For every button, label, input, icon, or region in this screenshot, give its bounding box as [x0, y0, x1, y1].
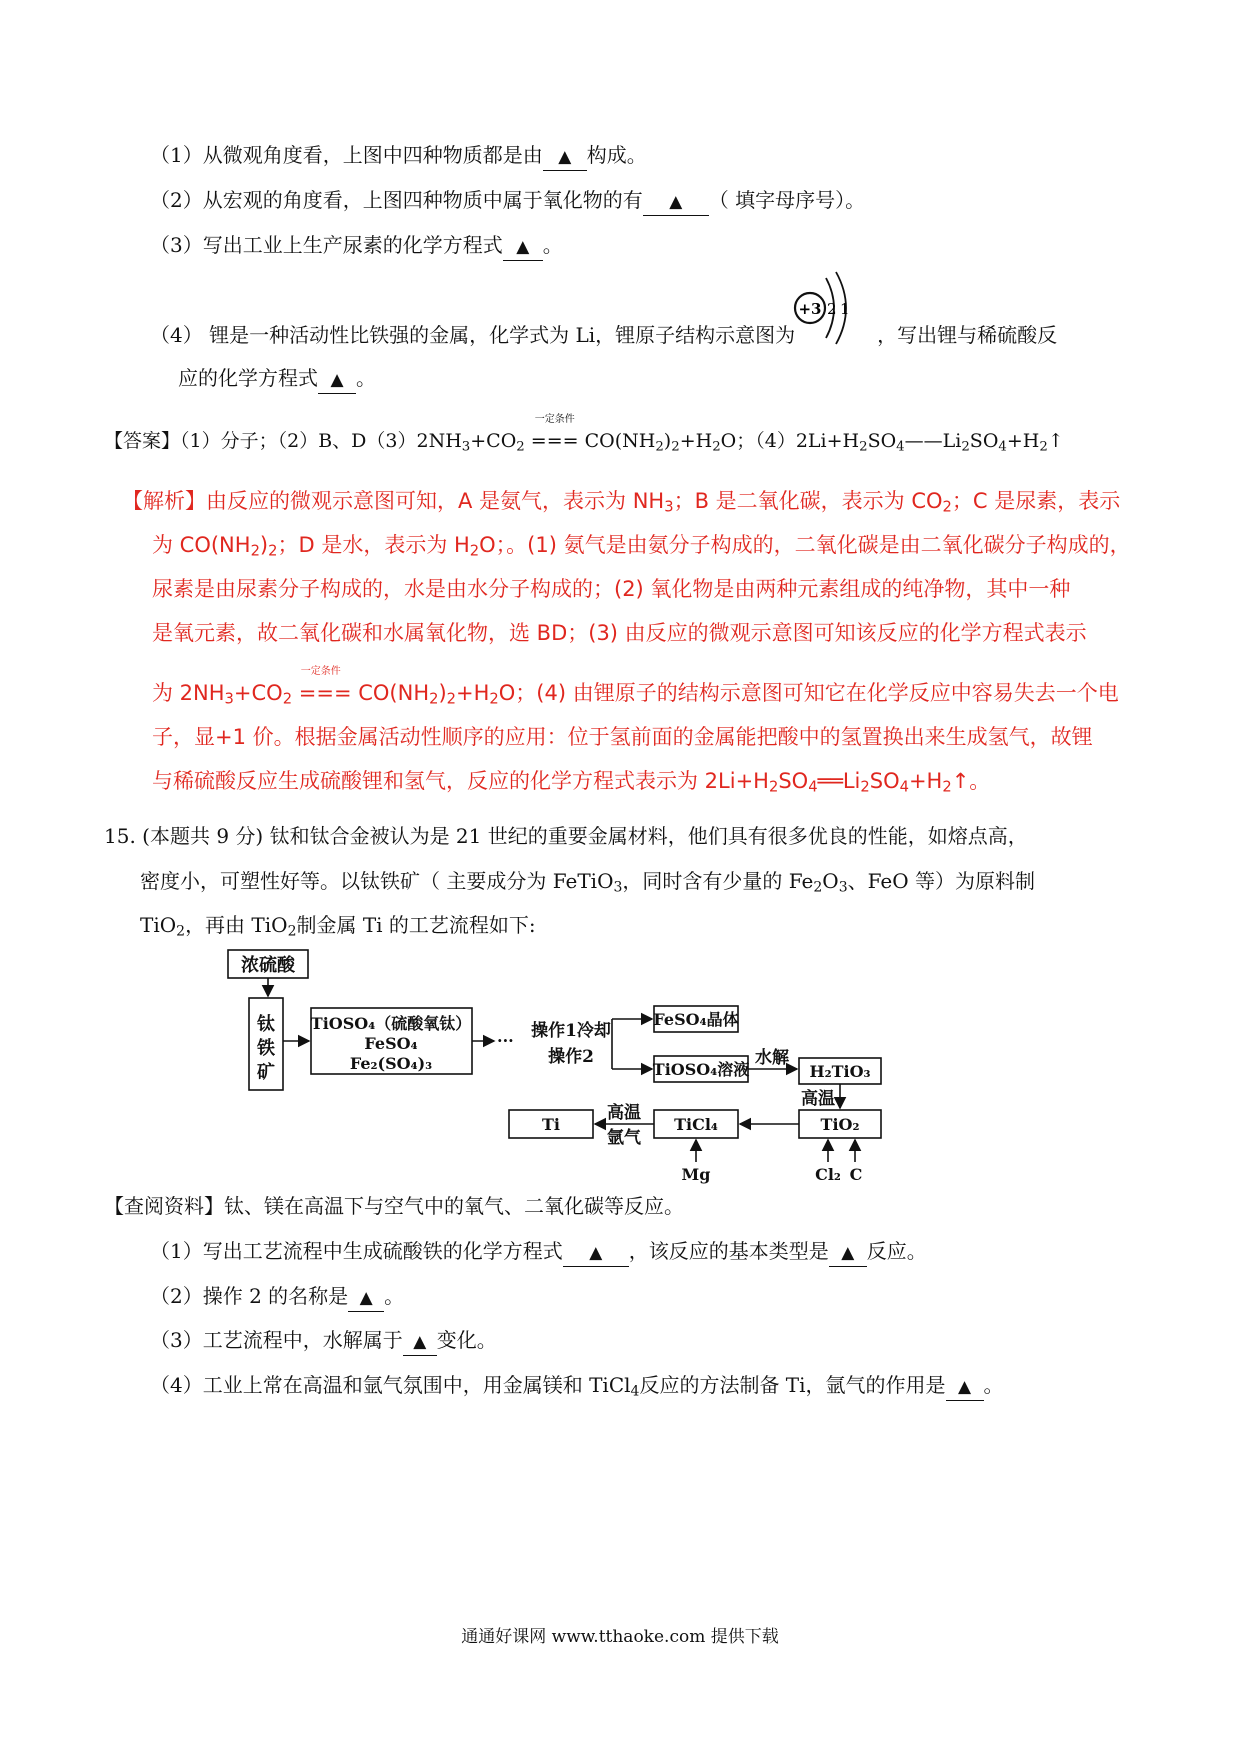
flow-hightemp-1: 高温 [801, 1089, 835, 1109]
flow-acid: 浓硫酸 [241, 955, 295, 976]
flow-hightemp-2: 高温 [607, 1103, 641, 1123]
flow-mg: Mg [681, 1165, 711, 1184]
q15-part2: （2）操作 2 的名称是 ▲ 。 [150, 1283, 404, 1312]
flow-op2: 操作2 [548, 1047, 594, 1067]
analysis-line-7: 与稀硫酸反应生成硫酸锂和氢气，反应的化学方程式表示为 $2Li+H_2SO_4══Li_2SO_4+H_2↑$。 [152, 769, 991, 796]
page-footer: 通通好课网 www.tthaoke.com 提供下载 [461, 1627, 779, 1647]
analysis-line-3: 尿素是由尿素分子构成的，水是由水分子构成的；(2) 氧化物是由两种元素组成的纯净物，其中一种 [152, 577, 1071, 601]
q15-intro-2: 密度小，可塑性好等。以钛铁矿（ 主要成分为 FeTiO$_3$，同时含有少量的 $Fe_2O_3$、FeO 等）为原料制 [140, 869, 1035, 896]
analysis-line-6: 子，显+1 价。根据金属活动性顺序的应用：位于氢前面的金属能把酸中的氢置换出来生成氢气，故锂 [152, 725, 1093, 749]
q15-intro-3: TiO$_2$，再由 TiO$_2$制金属 Ti 的工艺流程如下: [140, 913, 536, 940]
answer-blank[interactable]: ▲ [563, 1240, 629, 1267]
nucleus-charge: +3 [798, 300, 822, 318]
flow-ore-1: 钛 [257, 1014, 275, 1035]
answer-line: 【答案】（1）分子；（2）B、$D(3)2NH_3+CO_2$ 一定条件 === $CO(NH_2)_2+H_2O$；$(4)2Li+H_2SO_4——Li_2SO_4+H_2↑$ [104, 414, 1064, 455]
q14-part2: （2）从宏观的角度看，上图四种物质中属于氧化物的有 ▲ （ 填字母序号）。 [150, 187, 865, 216]
answer-blank[interactable]: ▲ [318, 367, 356, 394]
q15-part3: （3）工艺流程中，水解属于 ▲ 变化。 [150, 1327, 497, 1356]
answer-blank[interactable]: ▲ [503, 234, 543, 261]
flow-argon: 氩气 [607, 1128, 641, 1148]
flow-dots: ··· [497, 1031, 514, 1050]
reaction-condition: 一定条件 [534, 414, 575, 425]
q14-part3: （3）写出工业上生产尿素的化学方程式 ▲ 。 [150, 232, 563, 261]
shell-1-electrons: 2 [827, 300, 837, 318]
flow-solution: TiOSO₄溶液 [652, 1060, 750, 1079]
flow-hydrolysis: 水解 [755, 1048, 789, 1068]
answer-blank[interactable]: ▲ [403, 1329, 437, 1356]
flow-crystal: FeSO₄晶体 [653, 1010, 739, 1029]
research-note: 【查阅资料】钛、镁在高温下与空气中的氧气、二氧化碳等反应。 [104, 1194, 684, 1218]
flow-ticl4: TiCl₄ [674, 1115, 718, 1134]
flow-h2tio3: H₂TiO₃ [809, 1062, 871, 1081]
flow-mix-1: TiOSO₄（硫酸氧钛） [310, 1014, 472, 1033]
answer-blank[interactable]: ▲ [348, 1285, 384, 1312]
shell-2-electrons: 1 [840, 300, 850, 318]
q14-part1: （1）从微观角度看，上图中四种物质都是由 ▲ 构成。 [150, 142, 647, 171]
analysis-line-2: 为 $CO(NH_2)_2$；D 是水，表示为 $H_2O$；。(1) 氨气是由氨分子构成的，二氧化碳是由二氧化碳分子构成的， [152, 533, 1131, 560]
flow-ore-3: 矿 [257, 1062, 275, 1083]
analysis-line-5: 为 $2NH_3+CO_2$ 一定条件 === $CO(NH_2)_2+H_2O$；(4) 由锂原子的结构示意图可知它在化学反应中容易失去一个电 [152, 666, 1119, 708]
analysis-line-4: 是氧元素，故二氧化碳和水属氧化物，选 BD；(3) 由反应的微观示意图可知该反应的化学方程式表示 [152, 621, 1087, 645]
analysis-line-1: 【解析】由反应的微观示意图可知，A 是氨气，表示为 $NH_3$；B 是二氧化碳，表示为 $CO_2$；C 是尿素，表示 [122, 489, 1121, 516]
q15-part4: （4）工业上常在高温和氩气氛围中，用金属镁和 TiCl$_4$反应的方法制备 Ti，氩气的作用是 ▲ 。 [150, 1373, 1004, 1400]
answer-blank[interactable]: ▲ [543, 144, 587, 171]
q14-part4: （4） 锂是一种活动性比铁强的金属，化学式为 Li，锂原子结构示意图为 ，写出锂与稀硫酸反 [150, 323, 1058, 347]
answer-blank[interactable]: ▲ [829, 1240, 867, 1267]
flow-op1: 操作1冷却 [531, 1021, 611, 1041]
answer-blank[interactable]: ▲ [946, 1374, 984, 1401]
flow-c: C [849, 1165, 863, 1184]
reaction-condition: 一定条件 [300, 666, 341, 677]
flow-mix-2: FeSO₄ [364, 1034, 418, 1053]
flow-cl2: Cl₂ [815, 1165, 841, 1184]
q15-part1: （1）写出工艺流程中生成硫酸铁的化学方程式 ▲ ，该反应的基本类型是 ▲ 反应。 [150, 1238, 927, 1267]
flow-mix-3: Fe₂(SO₄)₃ [349, 1054, 433, 1073]
flow-ti: Ti [542, 1115, 560, 1134]
flow-ore-2: 铁 [257, 1038, 275, 1059]
answer-blank[interactable]: ▲ [643, 189, 709, 216]
flow-tio2: TiO₂ [820, 1115, 860, 1134]
q14-part4-cont: 应的化学方程式 ▲ 。 [178, 365, 376, 394]
q15-intro-1: 15. (本题共 9 分) 钛和钛合金被认为是 21 世纪的重要金属材料，他们具有很多优良的性能，如熔点高， [104, 824, 1028, 848]
